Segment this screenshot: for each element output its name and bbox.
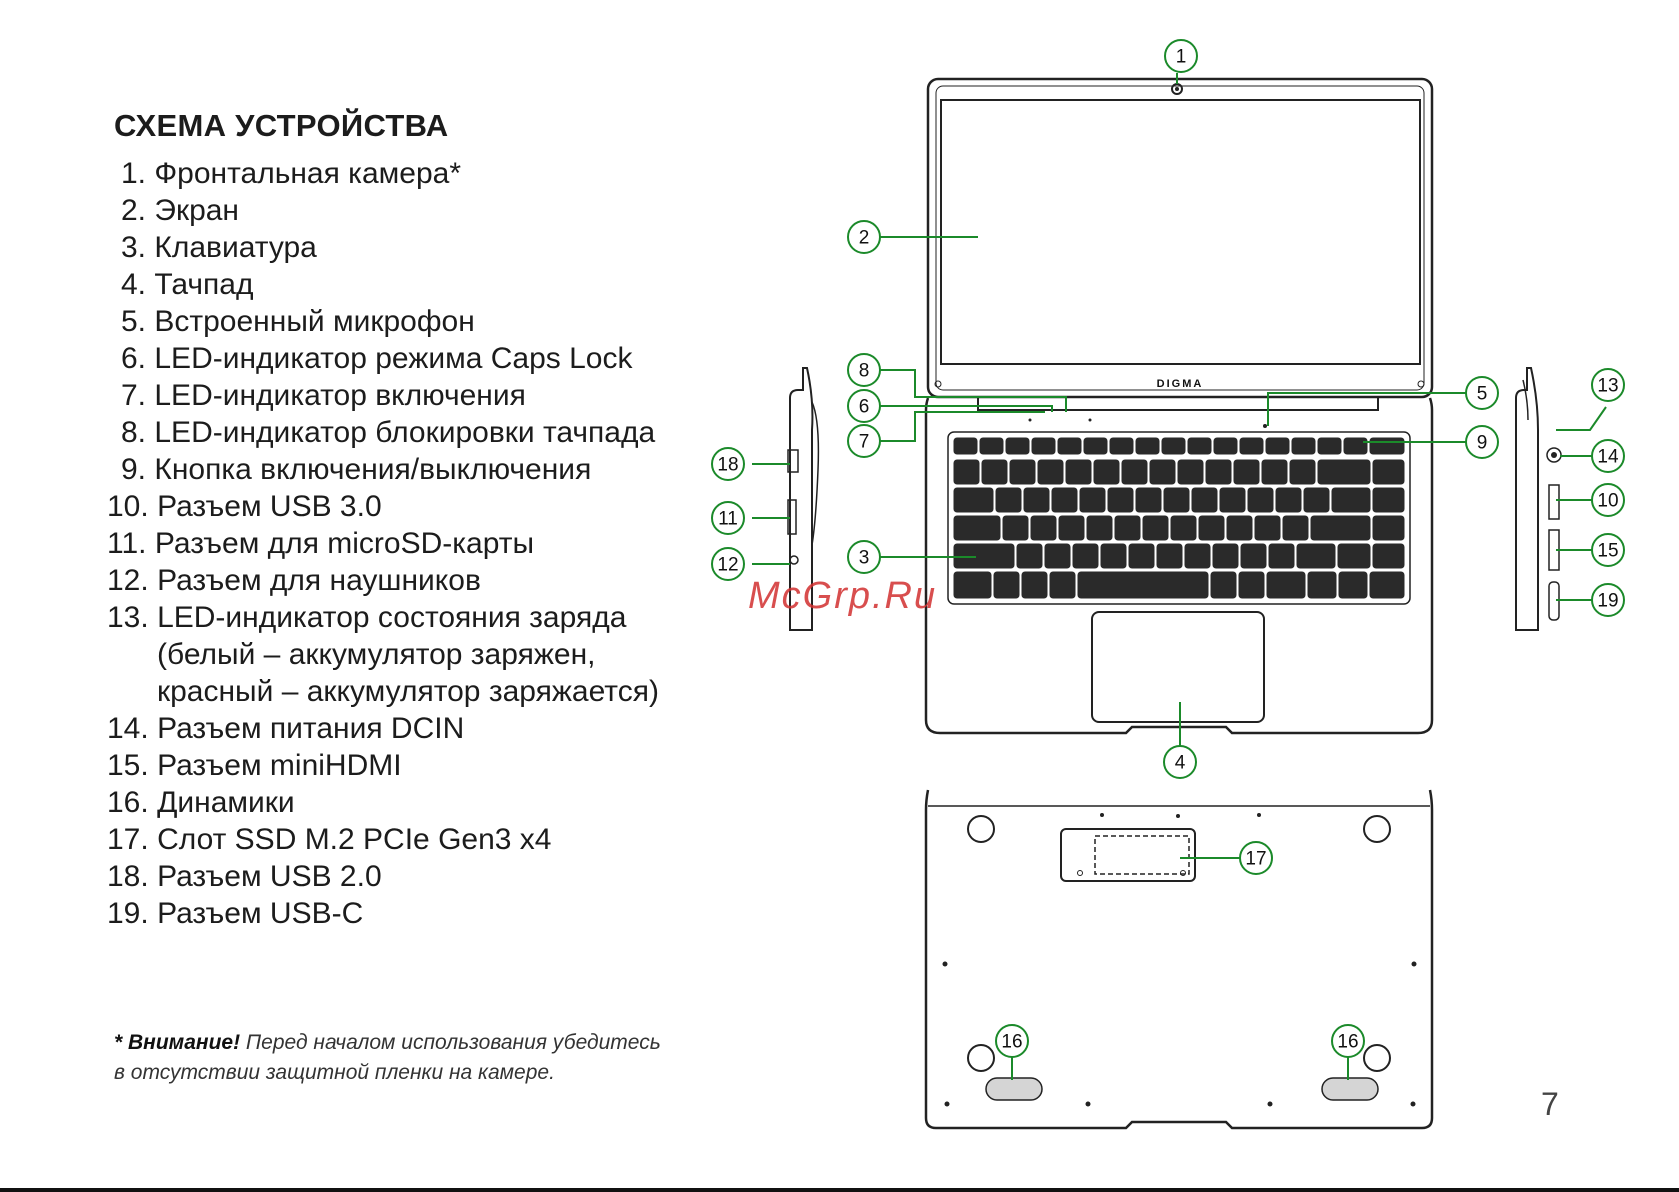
list-item: 12. Разъем для наушников [107, 564, 481, 597]
keyboard-key [1010, 460, 1035, 484]
callout-3 [848, 541, 880, 573]
keyboard-key [1087, 516, 1112, 540]
list-item: 13. LED-индикатор состояния заряда [107, 601, 627, 634]
keyboard-key [1332, 488, 1370, 512]
callout-16-right [1332, 1025, 1364, 1057]
svg-text:5: 5 [1476, 383, 1488, 405]
list-item: 18. Разъем USB 2.0 [107, 860, 382, 893]
laptop-lid [928, 79, 1432, 397]
list-item: 19. Разъем USB-C [107, 897, 364, 930]
keyboard-key [1024, 488, 1049, 512]
callout-17 [1240, 842, 1272, 874]
callout-18 [712, 448, 744, 480]
note-warning-label: * Внимание! [114, 1031, 241, 1054]
keyboard-key [1262, 460, 1287, 484]
keyboard-key [1143, 516, 1168, 540]
note-line-1: Перед началом использования убедитесь [240, 1031, 661, 1054]
list-item: 5. Встроенный микрофон [121, 305, 475, 338]
callout-15 [1592, 534, 1624, 566]
keyboard-key [982, 460, 1007, 484]
keyboard-key [1006, 438, 1029, 454]
laptop-bottom-view [926, 790, 1432, 1128]
keyboard-key [1122, 460, 1147, 484]
keyboard-key [1110, 438, 1133, 454]
callout-10 [1592, 484, 1624, 516]
keyboard-key [1239, 572, 1264, 598]
svg-text:14: 14 [1597, 446, 1619, 468]
laptop-right-side [1516, 368, 1561, 630]
keyboard-key [1276, 488, 1301, 512]
svg-text:7: 7 [858, 431, 870, 453]
svg-text:17: 17 [1245, 848, 1267, 870]
svg-text:1: 1 [1175, 46, 1187, 68]
keyboard-key [954, 488, 993, 512]
keyboard-key [1304, 488, 1329, 512]
keyboard-key [1031, 516, 1056, 540]
svg-text:12: 12 [717, 554, 739, 576]
callout-13 [1592, 369, 1624, 401]
keyboard-key [1050, 572, 1075, 598]
keyboard-key [1339, 572, 1367, 598]
list-item: 1. Фронтальная камера* [121, 157, 461, 190]
keyboard-key [1058, 438, 1081, 454]
svg-text:18: 18 [717, 454, 739, 476]
keyboard-key [954, 438, 977, 454]
laptop-base [926, 397, 1432, 733]
svg-text:11: 11 [718, 508, 738, 530]
list-item-continuation: (белый – аккумулятор заряжен, [157, 638, 596, 671]
keyboard-key [1038, 460, 1063, 484]
svg-text:9: 9 [1476, 432, 1488, 454]
keyboard-key [1266, 438, 1289, 454]
list-item: 7. LED-индикатор включения [121, 379, 526, 412]
keyboard-key [1032, 438, 1055, 454]
list-item: 3. Клавиатура [121, 231, 317, 264]
keyboard-key [1185, 544, 1210, 568]
keyboard-key [1227, 516, 1252, 540]
keyboard-key [1214, 438, 1237, 454]
page-title: СХЕМА УСТРОЙСТВА [114, 108, 449, 143]
keyboard-key [1211, 572, 1236, 598]
keyboard-key [1269, 544, 1294, 568]
keyboard-key [1318, 438, 1341, 454]
keyboard-key [1115, 516, 1140, 540]
keyboard-key [994, 572, 1019, 598]
svg-text:2: 2 [858, 227, 870, 249]
callout-12 [712, 548, 744, 580]
svg-text:6: 6 [858, 396, 870, 418]
keyboard-key [1255, 516, 1280, 540]
note-line-2: в отсутствии защитной пленки на камере. [114, 1061, 555, 1084]
keyboard-key [1164, 488, 1189, 512]
callout-8 [848, 354, 880, 386]
keyboard-key [1234, 460, 1259, 484]
svg-text:16: 16 [1337, 1031, 1359, 1053]
keyboard-key [1267, 572, 1305, 598]
keyboard-key [1017, 544, 1042, 568]
callout-2 [848, 221, 880, 253]
list-item: 14. Разъем питания DCIN [107, 712, 465, 745]
keyboard-key [980, 438, 1003, 454]
callout-4 [1164, 746, 1196, 778]
list-item: 16. Динамики [107, 786, 295, 819]
callout-6 [848, 390, 880, 422]
keyboard-key [1094, 460, 1119, 484]
keyboard-key [996, 488, 1021, 512]
keyboard-key [1292, 438, 1315, 454]
callout-14 [1592, 440, 1624, 472]
keyboard-key [1129, 544, 1154, 568]
callout-16-left [996, 1025, 1028, 1057]
keyboard-key [1370, 438, 1404, 454]
list-item: 17. Слот SSD M.2 PCIe Gen3 x4 [107, 823, 552, 856]
keyboard-key [1101, 544, 1126, 568]
callout-11 [712, 502, 744, 534]
keyboard-key [1373, 488, 1404, 512]
keyboard-key [1220, 488, 1245, 512]
svg-text:15: 15 [1597, 540, 1619, 562]
keyboard-key [1370, 572, 1404, 598]
callout-1 [1165, 40, 1197, 72]
keyboard-key [1052, 488, 1077, 512]
svg-text:16: 16 [1001, 1031, 1023, 1053]
callout-19 [1592, 584, 1624, 616]
keyboard-key [1066, 460, 1091, 484]
keyboard-key [1373, 460, 1404, 484]
keyboard-key [1003, 516, 1028, 540]
list-item: 9. Кнопка включения/выключения [121, 453, 592, 486]
keyboard-key [954, 516, 1000, 540]
list-item: 2. Экран [121, 194, 239, 227]
keyboard-key [1022, 572, 1047, 598]
keyboard-key [1192, 488, 1217, 512]
keyboard-key [1045, 544, 1070, 568]
svg-text:13: 13 [1597, 375, 1619, 397]
keyboard-key [1108, 488, 1133, 512]
keyboard [954, 438, 1404, 598]
keyboard-key [1240, 438, 1263, 454]
callout-5 [1466, 377, 1498, 409]
keyboard-key [1084, 438, 1107, 454]
keyboard-key [1136, 438, 1159, 454]
keyboard-key [1311, 516, 1370, 540]
list-item: 15. Разъем miniHDMI [107, 749, 402, 782]
list-item-continuation: красный – аккумулятор заряжается) [157, 675, 659, 708]
keyboard-key [1283, 516, 1308, 540]
keyboard-key [1344, 438, 1367, 454]
keyboard-key [1199, 516, 1224, 540]
list-item: 11. Разъем для microSD-карты [107, 527, 535, 560]
list-item: 8. LED-индикатор блокировки тачпада [121, 416, 656, 449]
keyboard-key [1136, 488, 1161, 512]
speaker-grille-right [1322, 1078, 1378, 1100]
list-item: 10. Разъем USB 3.0 [107, 490, 382, 523]
keyboard-key [1290, 460, 1315, 484]
keyboard-key [1162, 438, 1185, 454]
list-item: 6. LED-индикатор режима Caps Lock [121, 342, 633, 375]
keyboard-key [1373, 516, 1404, 540]
keyboard-key [1059, 516, 1084, 540]
keyboard-key [1297, 544, 1335, 568]
keyboard-key [1073, 544, 1098, 568]
callout-9 [1466, 426, 1498, 458]
svg-text:19: 19 [1597, 590, 1619, 612]
svg-text:8: 8 [858, 360, 870, 382]
speaker-grille-left [986, 1078, 1042, 1100]
keyboard-key [1080, 488, 1105, 512]
keyboard-key [1157, 544, 1182, 568]
callout-7 [848, 425, 880, 457]
keyboard-key [1188, 438, 1211, 454]
svg-text:10: 10 [1597, 490, 1619, 512]
keyboard-key [1206, 460, 1231, 484]
page-bottom-rule [0, 1188, 1679, 1192]
keyboard-key [1308, 572, 1336, 598]
keyboard-key [1248, 488, 1273, 512]
list-item: 4. Тачпад [121, 268, 254, 301]
page-number: 7 [1541, 1086, 1559, 1122]
svg-text:3: 3 [858, 547, 870, 569]
brand-logo: DIGMA [1156, 378, 1204, 390]
keyboard-key [1241, 544, 1266, 568]
keyboard-key [1150, 460, 1175, 484]
keyboard-key [954, 572, 991, 598]
keyboard-key [1078, 572, 1208, 598]
touchpad [1092, 612, 1264, 722]
keyboard-key [1178, 460, 1203, 484]
keyboard-key [1373, 544, 1404, 568]
keyboard-key [954, 460, 979, 484]
watermark: McGrp.Ru [748, 575, 938, 617]
keyboard-key [1318, 460, 1370, 484]
svg-text:4: 4 [1174, 752, 1186, 774]
keyboard-key [1213, 544, 1238, 568]
keyboard-key [1171, 516, 1196, 540]
keyboard-key [1338, 544, 1370, 568]
